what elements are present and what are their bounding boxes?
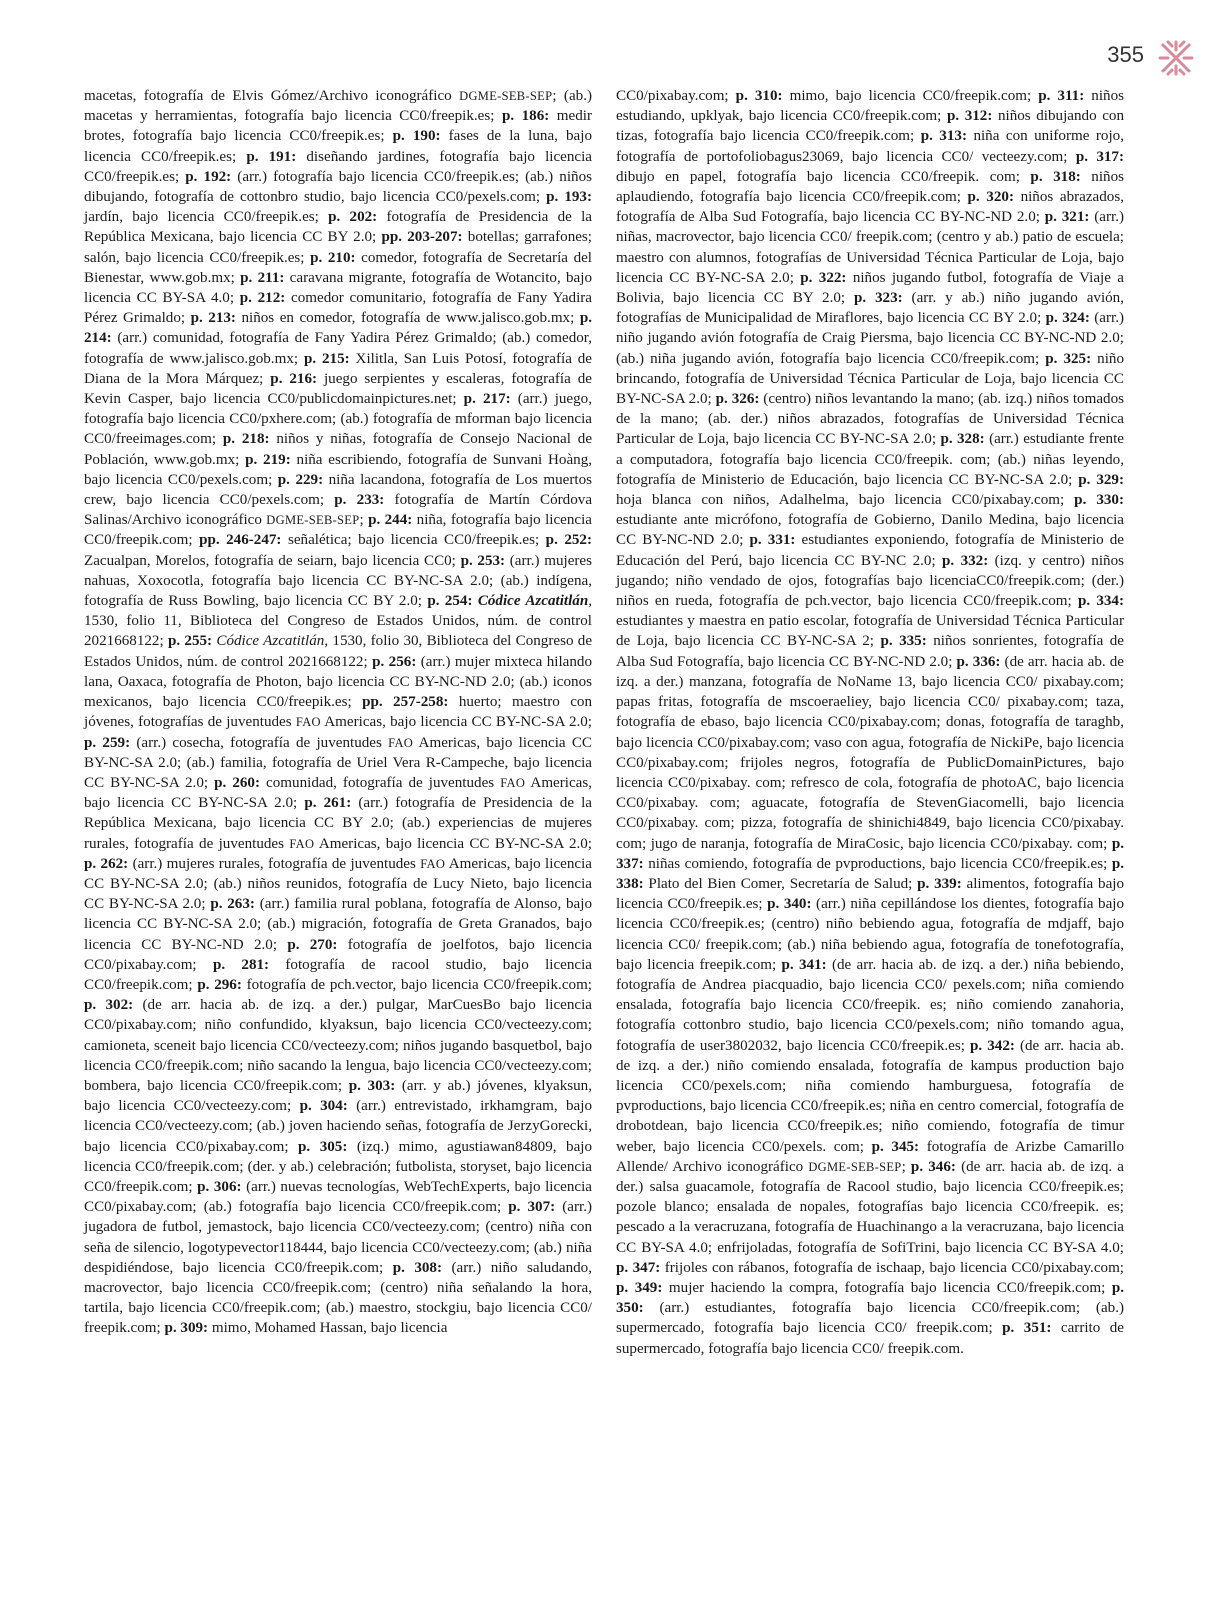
credit-text: botellas; garrafones; salón, bajo licencia CC0/freepik.es; [84, 229, 593, 266]
credit-text: fotografía de Presidencia de la República Mexicana, bajo licencia CC BY 2.0; [84, 209, 593, 246]
page-ref: p. 328: [940, 431, 985, 448]
page-ref: p. 193: [546, 189, 593, 206]
page-ref: p. 347: [616, 1259, 661, 1276]
page-ref: p. 339: [917, 875, 962, 892]
credit-text: (arr.) comunidad, fotografía de Fany Yadira Pérez Grimaldo; (ab.) comedor, fotografía de www.jalisco.gob.mx; [84, 330, 592, 367]
credit-text: fotografía de Arizbe Camarillo Allende/ Archivo iconográfico [616, 1138, 1124, 1175]
credit-text: (izq. y centro) niños jugando; niño vendado de ojos, fotografías bajo licenciaCC0/freepik.com; (der.) niños en rueda, fotografía de pch.vector, bajo licencia CC0/freepik.com; [616, 552, 1125, 610]
page-ref: p. 311: [1038, 88, 1085, 104]
credit-text: niños dibujando con tizas, fotografía bajo licencia CC0/freepik.com; [616, 108, 1124, 145]
page-ref: p. 218: [222, 431, 270, 448]
page-ref: p. 219: [245, 451, 291, 468]
page-ref: p. 255: [167, 633, 213, 650]
page-ref: p. 302: [84, 997, 134, 1014]
credit-text: (de arr. hacia ab. de izq. a der.) niña bebiendo, fotografía de Andrea piacquadio, bajo licencia CC0/ pexels.com; niña comiendo ensalada, fotografía bajo licencia CC0/freepik. es; niño comiendo zanahoria, fotografía cottonbro studio, bajo licencia CC0/pexels.com; niño tomando agua, fotografía de user3802032, bajo licencia CC0/freepik.es; [616, 956, 1124, 1054]
credit-text: niña, fotografía bajo licencia CC0/freepik.com; [84, 512, 592, 549]
credit-text: Zacualpan, Morelos, fotografía de seiarn, bajo licencia CC0; [84, 552, 461, 569]
credit-text: (arr. y ab.) jóvenes, klyaksun, bajo licencia CC0/vecteezy.com; [84, 1077, 592, 1115]
work-title: Códice Azcatitlán [216, 633, 325, 650]
credit-text: mujer haciendo la compra, fotografía bajo licencia CC0/freepik.com; [662, 1279, 1112, 1296]
credits-paragraph-right [616, 86, 1124, 1359]
credit-text: Plato del Bien Comer, Secretaría de Salud; [643, 875, 918, 892]
page-ref: p. 304: [299, 1098, 348, 1115]
page-ref: p. 340: [767, 896, 812, 913]
page-ref: p. 262: [84, 855, 129, 872]
page-ref: p. 330: [1074, 492, 1124, 509]
page-ref: p. 323: [853, 290, 903, 307]
page-ref: p. 212: [239, 290, 286, 307]
acronym: FAO [289, 836, 315, 851]
credit-text: niña escribiendo, fotografía de Sunvani Hoàng, bajo licencia CC0/pexels.com; [84, 451, 593, 488]
page-ref: pp. 246-247: [199, 532, 282, 549]
page-ref: p. 214: [84, 310, 592, 347]
credit-text: medir brotes, fotografía bajo licencia CC0/freepik.es; [84, 108, 593, 145]
credit-text: (arr.) niña cepillándose los dientes, fotografía bajo licencia CC0/freepik.es; (centro) niño bebiendo agua, fotografía de mdjaff, bajo licencia CC0/ freepik.com; (ab.) niña bebiendo agua, fotografía de tonefotografía, bajo licencia freepik.com; [616, 896, 1125, 973]
credit-text: (de arr. hacia ab. de izq. a der.) pulgar, MarCuesBo bajo licencia CC0/pixabay.com; niño confundido, klyaksun, bajo licencia CC0/vecteezy.com; camioneta, sceneit bajo licencia CC0/vecteezy.com; niños jugando basquetbol, bajo licencia CC0/freepik.com; niño sacando la lengua, bajo licencia CC0/vecteezy.com; bombera, bajo licencia CC0/freepik.com; [84, 997, 592, 1094]
page-ref: p. 307: [508, 1199, 556, 1216]
credit-text: Xilitla, San Luis Potosí, fotografía de Diana de la Mora Márquez; [84, 350, 593, 387]
acronym: FAO [388, 735, 414, 750]
acronym: DGME-SEB-SEP [266, 513, 360, 528]
credit-text: niños en comedor, fotografía de www.jalisco.gob.mx; [235, 310, 580, 327]
page-ref: p. 351: [1002, 1320, 1052, 1337]
page-ref: p. 313: [920, 128, 967, 145]
credit-text: niños estudiando, upklyak, bajo licencia CC0/freepik.com; [616, 88, 1125, 125]
credit-text: (arr.) fotografía bajo licencia CC0/freepik.es; (ab.) niños dibujando, fotografía de cottonbro studio, bajo licencia CC0/pexels.com; [84, 168, 592, 206]
credit-text: diseñando jardines, fotografía bajo licencia CC0/freepik.es; [84, 148, 592, 185]
page-ref: p. 270: [287, 936, 338, 953]
page-ref: p. 213: [190, 310, 236, 327]
page-ref: p. 337: [616, 835, 1124, 872]
acronym: FAO [500, 775, 526, 790]
credit-text: Americas, bajo licencia CC BY-NC-SA 2.0; (ab.) niños reunidos, fotografía de Lucy Nieto, bajo licencia CC BY-NC-SA 2.0; [84, 855, 592, 913]
credit-text: hoja blanca con niños, Adalhelma, bajo licencia CC0/pixabay.com; [616, 492, 1075, 509]
page-ref: p. 338: [616, 855, 1124, 892]
credit-text: alimentos, fotografía bajo licencia CC0/freepik.es; [616, 875, 1125, 913]
credit-text: ; [359, 512, 369, 529]
credit-text: (arr.) entrevistado, irkhamgram, bajo licencia CC0/vecteezy.com; (ab.) joven haciendo señas, fotografía de JerzyGorecki, bajo licencia CC0/pixabay.com; [84, 1098, 592, 1155]
credit-text: CC0/pixabay.com; [616, 88, 736, 104]
credit-text: niña con uniforme rojo, fotografía de portofoliobagus23069, bajo licencia CC0/ vecteezy.com; [616, 128, 1124, 165]
page-ref: p. 312: [946, 108, 993, 125]
page-ref: p. 346: [910, 1158, 956, 1175]
page-ref: p. 281: [212, 956, 270, 973]
page-ref: p. 310: [735, 88, 783, 104]
credit-text: (arr.) estudiante frente a computadora, fotografía bajo licencia CC0/freepik. com; (ab.) niñas leyendo, fotografía de Ministerio de Educación, bajo licencia CC BY-NC-SA 2.0; [616, 431, 1124, 488]
page-ref: p. 345: [871, 1138, 920, 1155]
page-ref: pp. 257-258: [362, 694, 449, 711]
page-ref: p. 321: [1044, 209, 1090, 226]
credit-text: (arr.) mujer mixteca hilando lana, Oaxaca, fotografía de Photon, bajo licencia CC BY-NC-ND 2.0; (ab.) iconos mexicanos, bajo licencia CC0/freepik.es; [84, 653, 592, 711]
stitched-cross-icon [1158, 40, 1194, 76]
credit-text: , 1530, folio 11, Biblioteca del Congreso de Estados Unidos, núm. de control 2021668122; [84, 593, 593, 650]
credit-text: , 1530, folio 30, Biblioteca del Congreso de Estados Unidos, núm. de control 2021668122; [84, 633, 593, 670]
credit-text: niños abrazados, fotografía de Alba Sud Fotografía, bajo licencia CC BY-NC-ND 2.0; [616, 189, 1124, 226]
credit-text: (arr.) mujeres rurales, fotografía de juventudes [128, 855, 421, 872]
acronym: DGME-SEB-SEP [808, 1159, 902, 1174]
credits-paragraph-left [84, 86, 592, 1339]
page-ref: p. 229: [277, 471, 324, 488]
page-ref: p. 215: [303, 350, 350, 367]
page-ref: p. 303: [348, 1077, 396, 1094]
page-ref: p. 349: [616, 1279, 663, 1296]
credit-text: comedor comunitario, fotografía de Fany Yadira Pérez Grimaldo; [84, 290, 592, 327]
page-ref: p. 326: [715, 391, 760, 408]
credit-text: Americas, bajo licencia CC BY-NC-SA 2.0; [320, 714, 593, 731]
page-ref: p. 317: [1075, 148, 1124, 165]
credit-text: (de arr. hacia ab. de izq. a der.) niño comiendo ensalada, fotografía de kampus production bajo licencia CC0/pexels.com; niña comiendo hamburguesa, fotografía de pvproductions, bajo licencia CC0/freepik.es; niña en centro comercial, fotografía de drobotdean, bajo licencia CC0/freepik.es; niño comiendo, fotografía de timur weber, bajo licencia CC0/pexels. com; [616, 1037, 1124, 1155]
page-ref: p. 244: [368, 512, 413, 529]
page-ref: p. 342: [969, 1037, 1015, 1054]
page-ref: p. 191: [246, 148, 297, 165]
credit-text: ; [901, 1158, 911, 1175]
credit-text: fotografía de racool studio, bajo licencia CC0/freepik.com; [84, 956, 592, 993]
credit-text: (arr.) fotografía de Presidencia de la República Mexicana, bajo licencia CC BY 2.0; (ab.) experiencias de mujeres rurales, fotografía de juventudes [84, 795, 593, 852]
page-ref: pp. 203-207: [381, 229, 463, 246]
page-ref: p. 309: [164, 1320, 209, 1337]
credit-text: mimo, bajo licencia CC0/freepik.com; [782, 88, 1039, 104]
page-ref: p. 332: [942, 552, 989, 569]
credit-text: niños sonrientes, fotografía de Alba Sud Fotografía, bajo licencia CC BY-NC-ND 2.0; [616, 633, 1125, 670]
page-ref: p. 252: [545, 532, 592, 549]
page-ref: p. 256: [372, 653, 417, 670]
acronym: FAO [420, 856, 446, 871]
credit-text: niños y niñas, fotografía de Consejo Nacional de Población, www.gob.mx; [84, 431, 593, 468]
credit-text: comunidad, fotografía de juventudes [260, 774, 501, 791]
credit-text: ; (ab.) macetas y herramientas, fotografía bajo licencia CC0/freepik.es; [84, 88, 593, 125]
credit-text: juego serpientes y escaleras, fotografía de Kevin Casper, bajo licencia CC0/publicdomainpictures.net; [84, 370, 592, 408]
credit-text: (arr.) niño jugando avión fotografía de Craig Piersma, bajo licencia CC BY-NC-ND 2.0; (ab.) niña jugando avión, fotografía bajo licencia CC0/freepik.com; [616, 310, 1124, 367]
page-ref: p. 350: [616, 1279, 1124, 1317]
credit-text: estudiante ante micrófono, fotografía de Gobierno, Danilo Medina, bajo licencia CC BY-NC-ND 2.0; [616, 512, 1124, 549]
credits-column-right [616, 86, 1124, 1359]
credit-text: fotografía de Martín Córdova Salinas/Archivo iconográfico [84, 492, 593, 529]
credit-text: niños jugando futbol, fotografía de Viaje a Bolivia, bajo licencia CC BY 2.0; [616, 269, 1124, 307]
credit-text: dibujo en papel, fotografía bajo licencia CC0/freepik. com; [616, 168, 1031, 185]
credit-text: niño brincando, fotografía de Universidad Técnica Particular de Loja, bajo licencia CC BY-NC-SA 2.0; [616, 350, 1125, 408]
credit-text: (de arr. hacia ab. de izq. a der.) manzana, fotografía de NoName 13, bajo licencia CC0/ pixabay.com; papas fritas, fotografía de mscoeraeliey, bajo licencia CC0/ pixabay.com; taza, fotografía de ebaso, bajo licencia CC0/pixabay.com; donas, fotografía de taraghb, bajo licencia CC0/pixabay.com; vaso con agua, fotografía de NickiPe, bajo licencia CC0/pixabay.com; frijoles negros, fotografía de PublicDomainPictures, bajo licencia CC0/pixabay. com; refresco de cola, fotografía de photoAC, bajo licencia CC0/pixabay. com; aguacate, fotografía de StevenGiacomelli, bajo licencia CC0/pixabay. com; pizza, fotografía de shinichi4849, bajo licencia CC0/pixabay. com; jugo de naranja, fotografía de MiraCosic, bajo licencia CC0/pixabay. com; [616, 653, 1125, 852]
credit-text: Americas, bajo licencia CC BY-NC-SA 2.0; (ab.) familia, fotografía de Uriel Vera R-Campeche, bajo licencia CC BY-NC-SA 2.0; [84, 734, 593, 791]
page-ref: p. 336: [956, 653, 1001, 670]
credit-text: niña lacandona, fotografía de Los muertos crew, bajo licencia CC0/pexels.com; [84, 471, 593, 509]
page-ref: p. 329: [1078, 471, 1125, 488]
credit-text: (arr. y ab.) niño jugando avión, fotografías de Municipalidad de Miraflores, bajo licencia CC BY 2.0; [616, 290, 1124, 327]
work-title: Códice Azcatitlán [477, 593, 589, 610]
page-ref: p. 211: [240, 269, 285, 286]
credit-text: macetas, fotografía de Elvis Gómez/Archivo iconográfico [84, 88, 460, 104]
page-ref: p. 260: [214, 774, 260, 791]
credit-text: señalética; bajo licencia CC0/freepik.es; [281, 532, 546, 549]
credit-text: (arr.) juego, fotografía bajo licencia CC0/pxhere.com; (ab.) fotografía de mforman bajo licencia CC0/freeimages.com; [84, 391, 592, 448]
credit-text: Americas, bajo licencia CC BY-NC-SA 2.0; [314, 835, 592, 852]
credit-text: fotografía de pch.vector, bajo licencia CC0/freepik.com; [241, 976, 592, 993]
page-ref: p. 210: [310, 249, 356, 266]
credit-text: (arr.) jugadora de futbol, jemastock, bajo licencia CC0/vecteezy.com; (centro) niña con seña de silencio, logotypevector118444, bajo licencia CC0/vecteezy.com; (ab.) niña despidiéndose, bajo licencia CC0/freepik.com; [84, 1199, 593, 1276]
credit-text: caravana migrante, fotografía de Wotancito, bajo licencia CC BY-SA 4.0; [84, 269, 592, 307]
credit-text: estudiantes y maestra en patio escolar, fotografía de Universidad Técnica Particular de Loja, bajo licencia CC BY-NC-SA 2; [616, 613, 1124, 650]
page-ref: p. 259: [84, 734, 131, 751]
credit-text: jardín, bajo licencia CC0/freepik.es; [84, 209, 329, 226]
page-ref: p. 261: [304, 795, 352, 812]
acronym: FAO [295, 715, 321, 730]
credit-text: (arr.) niñas, macrovector, bajo licencia CC0/ freepik.com; (centro y ab.) patio de escuela; maestro con alumnos, fotografías de Universidad Técnica Particular de Loja, bajo licencia CC BY-NC-SA 2.0; [616, 209, 1124, 286]
credit-text: (arr.) estudiantes, fotografía bajo licencia CC0/freepik.com; (ab.) supermercado, fotografía bajo licencia CC0/ freepik.com; [616, 1300, 1124, 1337]
credit-text: frijoles con rábanos, fotografía de ischaap, bajo licencia CC0/pixabay.com; [660, 1259, 1124, 1276]
credit-text: (arr.) familia rural poblana, fotografía de Alonso, bajo licencia CC BY-NC-SA 2.0; (ab.) migración, fotografía de Greta Granados, bajo licencia CC BY-NC-ND 2.0; [84, 896, 593, 953]
page-ref: p. 306: [197, 1178, 242, 1195]
credit-text: fotografía de joelfotos, bajo licencia CC0/pixabay.com; [84, 936, 593, 973]
credit-text: (de arr. hacia ab. de izq. a der.) salsa guacamole, fotografía de Racool studio, bajo licencia CC0/freepik.es; pozole blanco; ensalada de nopales, fotografías bajo licencia CC0/freepik. es; pescado a la veracruzana, fotografía de Huachinango a la veracruzana, bajo licencia CC BY-SA 4.0; enfrijoladas, fotografía de SofiTrini, bajo licencia CC BY-SA 4.0; [616, 1158, 1125, 1256]
page-ref: p. 216: [270, 370, 318, 387]
page-ref: p. 322: [800, 269, 847, 286]
page-ref: p. 296: [197, 976, 242, 993]
page-ref: p. 325: [1045, 350, 1092, 367]
credit-text: niños aplaudiendo, fotografía bajo licencia CC0/freepik.com; [616, 168, 1125, 206]
page-ref: p. 335: [880, 633, 927, 650]
page-ref: p. 341: [781, 956, 827, 973]
credits-column-left [84, 86, 592, 1339]
credit-text: carrito de supermercado, fotografía bajo licencia CC0/ freepik.com. [616, 1320, 1124, 1357]
credit-text: huerto; maestro con jóvenes, fotografías de juventudes [84, 694, 592, 731]
page-ref: p. 233: [334, 492, 385, 509]
page-ref: p. 263: [210, 896, 255, 913]
page-ref: p. 254: [427, 593, 473, 610]
credit-text: niñas comiendo, fotografía de pvproductions, bajo licencia CC0/freepik.es; [643, 855, 1112, 872]
credit-text: (izq.) mimo, agustiawan84809, bajo licencia CC0/freepik.com; (der. y ab.) celebración; futbolista, storyset, bajo licencia CC0/freepik.com; [84, 1138, 593, 1195]
page-ref: p. 202: [328, 209, 378, 226]
acronym: DGME-SEB-SEP [459, 89, 553, 103]
page-ref: p. 320: [967, 189, 1014, 206]
page-ref: p. 217: [463, 391, 511, 408]
page-ref: p. 331: [749, 532, 796, 549]
credit-text: mimo, Mohamed Hassan, bajo licencia [208, 1320, 448, 1337]
page-ref: p. 318: [1030, 168, 1081, 185]
page-ref: p. 190: [392, 128, 441, 145]
credit-text: comedor, fotografía de Secretaría del Bienestar, www.gob.mx; [84, 249, 593, 286]
credit-text: (arr.) mujeres nahuas, Xoxocotla, fotografía bajo licencia CC BY-NC-SA 2.0; (ab.) indígena, fotografía de Russ Bowling, bajo licencia CC BY 2.0; [84, 552, 592, 610]
credit-text: fases de la luna, bajo licencia CC0/freepik.es; [84, 128, 592, 165]
credit-text: (arr.) cosecha, fotografía de juventudes [130, 734, 389, 751]
credit-text: (arr.) niño saludando, macrovector, bajo licencia CC0/freepik.com; (centro) niña señalando la hora, tartila, bajo licencia CC0/freepik.com; (ab.) maestro, stockgiu, bajo licencia CC0/ freepik.com; [84, 1259, 593, 1337]
credit-text: (arr.) nuevas tecnologías, WebTechExperts, bajo licencia CC0/pixabay.com; (ab.) fotografía bajo licencia CC0/freepik.com; [84, 1178, 593, 1216]
page-ref: p. 186: [501, 108, 550, 125]
page-ref: p. 305: [298, 1138, 348, 1155]
page-ref: p. 308: [392, 1259, 443, 1276]
page-ref: p. 334: [1077, 593, 1124, 610]
credit-text: (centro) niños levantando la mano; (ab. izq.) niños tomados de la mano; (ab. der.) niños abrazados, fotografías de Universidad Técnica Particular de Loja, bajo licencia CC BY-NC-SA 2.0; [616, 391, 1125, 448]
page-ref: p. 324: [1045, 310, 1090, 327]
page-ref: p. 192: [185, 168, 232, 185]
credit-text: estudiantes exponiendo, fotografía de Ministerio de Educación del Perú, bajo licencia CC BY-NC 2.0; [616, 532, 1124, 569]
credit-text: Americas, bajo licencia CC BY-NC-SA 2.0; [84, 774, 593, 812]
page-number: 355 [1107, 42, 1144, 67]
page-ref: p. 253: [460, 552, 506, 569]
